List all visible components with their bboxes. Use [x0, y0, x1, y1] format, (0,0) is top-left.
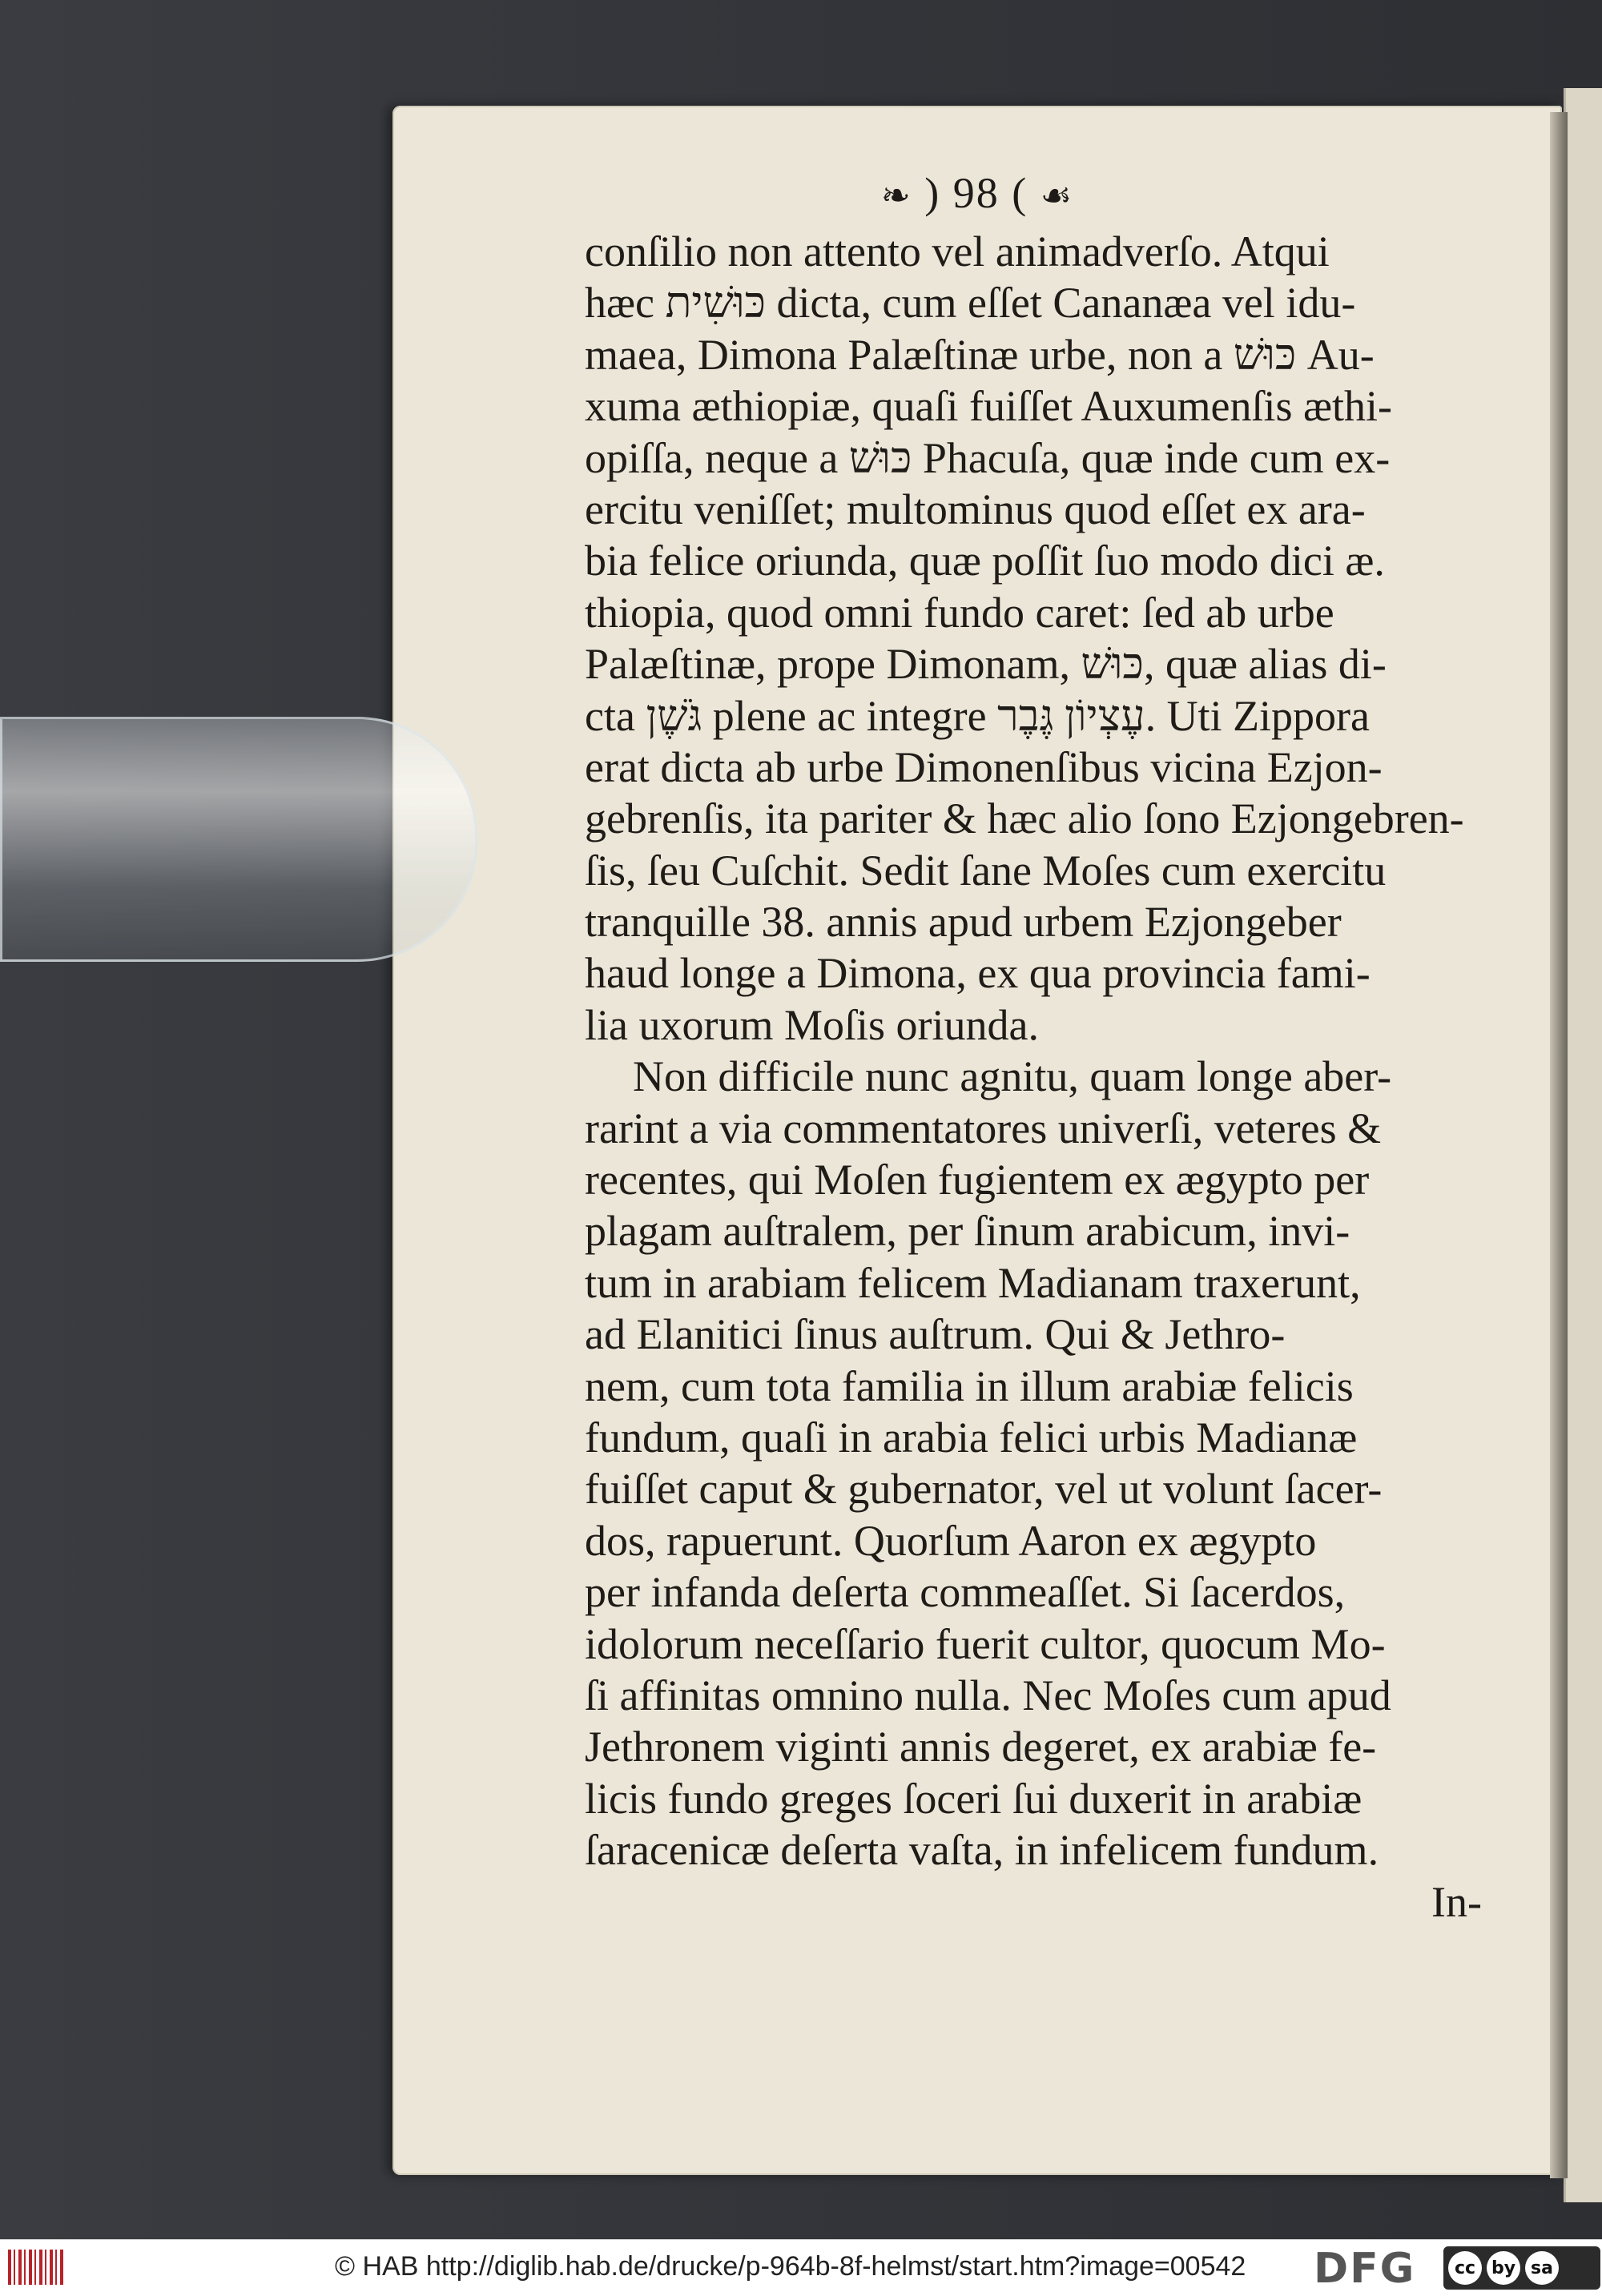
text-line: cta גֹּשֶׁן plene ac integre עֶצְיוֹן גֶּבֶר. Uti Zippora	[585, 691, 1371, 740]
text-line: Non difficile nunc agnitu, quam longe aber-	[633, 1052, 1392, 1101]
left-ornament-icon: ❧	[880, 176, 912, 215]
glass-page-holder	[0, 717, 477, 962]
running-head	[392, 168, 1562, 218]
text-line: conſilio non attento vel animadverſo. Atqui	[585, 227, 1330, 275]
facing-page-edge	[1564, 88, 1602, 2202]
text-line: Palæſtinæ, prope Dimonam, כּוּשׁ, quæ alias di-	[585, 640, 1387, 689]
text-line: ſaracenicæ deſerta vaſta, in infelicem fundum.	[585, 1826, 1379, 1875]
text-line: opiſſa, neque a כּוּשׁ Phacuſa, quæ inde cum ex-	[585, 433, 1391, 482]
text-line: idolorum neceſſario fuerit cultor, quocum Mo-	[585, 1619, 1386, 1668]
text-line: recentes, qui Moſen fugientem ex ægypto per	[585, 1156, 1370, 1204]
text-line: licis fundo greges ſoceri ſui duxerit in arabiæ	[585, 1774, 1363, 1823]
body-text	[585, 226, 1482, 1928]
cc-icon: cc	[1448, 2251, 1482, 2285]
catchword: In-	[1431, 1877, 1482, 1926]
dfg-logo: DFG	[1314, 2245, 1416, 2293]
text-line: rarint a via commentatores univerſi, veteres &	[585, 1104, 1382, 1152]
text-line: xuma æthiopiæ, quaſi fuiſſet Auxumenſis æthi-	[585, 382, 1392, 431]
text-line: maea, Dimona Palæſtinæ urbe, non a כּוּשׁ Au-	[585, 330, 1375, 379]
text-line: ad Elanitici ſinus auſtrum. Qui & Jethro-	[585, 1310, 1286, 1359]
text-line: thiopia, quod omni fundo caret: ſed ab urbe	[585, 588, 1334, 637]
text-line: lia uxorum Moſis oriunda.	[585, 1000, 1039, 1049]
copyright-link[interactable]: © HAB http://diglib.hab.de/drucke/p-964b-8f-helmst/start.htm?image=00542	[335, 2251, 1246, 2282]
text-line: hæc כּוּשִׁית dicta, cum eſſet Cananæa vel idu-	[585, 279, 1356, 328]
text-line: gebrenſis, ita pariter & hæc alio ſono Ezjongebren-	[585, 794, 1464, 843]
page-number: ) 98 (	[924, 169, 1028, 217]
text-line: erat dicta ab urbe Dimonenſibus vicina Ezjon-	[585, 742, 1383, 791]
text-line: ercitu veniſſet; multominus quod eſſet ex ara-	[585, 485, 1366, 533]
text-line: tranquille 38. annis apud urbem Ezjongeber	[585, 898, 1342, 947]
text-line: fundum, quaſi in arabia felici urbis Madianæ	[585, 1413, 1358, 1462]
text-line: tum in arabiam felicem Madianam traxerunt,	[585, 1258, 1361, 1307]
text-line: ſis, ſeu Cuſchit. Sedit ſane Moſes cum exercitu	[585, 846, 1387, 895]
right-ornament-icon: ☙	[1040, 176, 1074, 215]
viewer-footer	[0, 2239, 1602, 2296]
text-line: bia felice oriunda, quæ poſſit ſuo modo dici æ.	[585, 537, 1385, 585]
sa-icon: sa	[1525, 2251, 1559, 2285]
text-line: dos, rapuerunt. Quorſum Aaron ex ægypto	[585, 1516, 1317, 1565]
text-line: Jethronem viginti annis degeret, ex arabiæ fe-	[585, 1723, 1377, 1771]
text-line: haud longe a Dimona, ex qua provincia fami-	[585, 949, 1371, 998]
license-badge[interactable]	[1443, 2246, 1600, 2290]
by-icon: by	[1487, 2251, 1520, 2285]
text-line: plagam auſtralem, per ſinum arabicum, invi-	[585, 1207, 1350, 1256]
text-line: per infanda deſerta commeaſſet. Si ſacerdos,	[585, 1568, 1346, 1617]
text-line: ſi affinitas omnino nulla. Nec Moſes cum apud	[585, 1671, 1391, 1719]
page-gutter	[1550, 112, 1568, 2178]
text-line: fuiſſet caput & gubernator, vel ut volunt ſacer-	[585, 1465, 1383, 1514]
text-line: nem, cum tota familia in illum arabiæ felicis	[585, 1361, 1354, 1410]
hab-logo-icon	[8, 2250, 64, 2285]
